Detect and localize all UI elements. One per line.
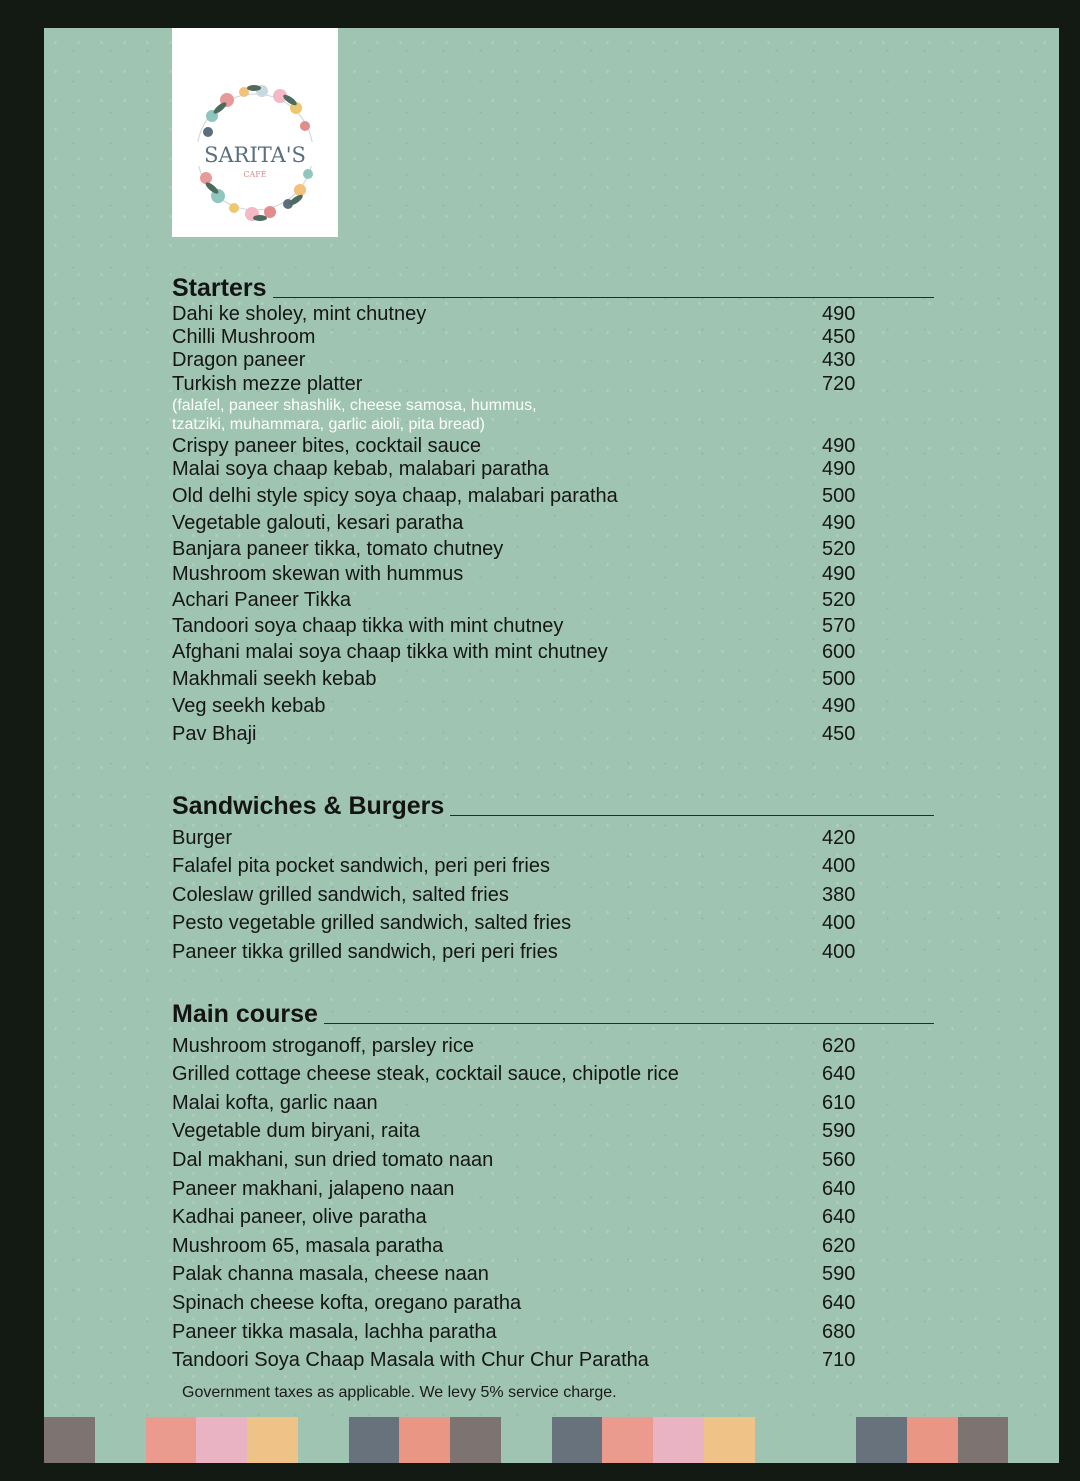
menu-item: Turkish mezze platter 720: [172, 373, 856, 395]
platter-note-line-2: tzatziki, muhammara, garlic aioli, pita bread): [172, 416, 486, 433]
menu-item: Vegetable galouti, kesari paratha 490: [172, 512, 856, 534]
menu-page: [44, 28, 1059, 1463]
menu-item: Mushroom 65, masala paratha 620: [172, 1235, 856, 1257]
menu-item: Falafel pita pocket sandwich, peri peri fries 400: [172, 855, 856, 877]
tax-note: Government taxes as applicable. We levy 5% service charge.: [182, 1384, 617, 1401]
menu-item: Burger 420: [172, 827, 856, 849]
section-sandwiches: [172, 790, 934, 820]
color-swatch: [755, 1417, 806, 1463]
color-swatch: [805, 1417, 856, 1463]
menu-item: Pesto vegetable grilled sandwich, salted fries 400: [172, 912, 856, 934]
floral-wreath-icon: [172, 28, 338, 237]
menu-item: Mushroom skewan with hummus 490: [172, 563, 856, 585]
color-swatch: [146, 1417, 197, 1463]
menu-item: Achari Paneer Tikka 520: [172, 589, 856, 611]
menu-item: Paneer tikka grilled sandwich, peri peri fries 400: [172, 941, 856, 963]
menu-item: Malai soya chaap kebab, malabari paratha 490: [172, 458, 856, 480]
color-swatch: [907, 1417, 958, 1463]
menu-item: Grilled cottage cheese steak, cocktail sauce, chipotle rice 640: [172, 1063, 856, 1085]
menu-item: Pav Bhaji 450: [172, 723, 856, 745]
section-starters: [172, 272, 934, 302]
section-rule: [273, 297, 935, 298]
color-swatch: [450, 1417, 501, 1463]
section-title-starters: Starters: [172, 274, 267, 302]
color-swatch: [501, 1417, 552, 1463]
color-swatch: [95, 1417, 146, 1463]
menu-item: Veg seekh kebab 490: [172, 695, 856, 717]
color-swatch: [653, 1417, 704, 1463]
color-swatch: [399, 1417, 450, 1463]
color-swatch-strip: [44, 1417, 1059, 1463]
menu-item: Dal makhani, sun dried tomato naan 560: [172, 1149, 856, 1171]
menu-item: Makhmali seekh kebab 500: [172, 668, 856, 690]
menu-item: Spinach cheese kofta, oregano paratha 640: [172, 1292, 856, 1314]
cafe-logo: [172, 28, 338, 237]
color-swatch: [349, 1417, 400, 1463]
color-swatch: [247, 1417, 298, 1463]
section-title-main-course: Main course: [172, 1000, 318, 1028]
menu-item: Dragon paneer 430: [172, 349, 856, 371]
color-swatch: [958, 1417, 1009, 1463]
menu-item: Mushroom stroganoff, parsley rice 620: [172, 1035, 856, 1057]
menu-item: Old delhi style spicy soya chaap, malabari paratha 500: [172, 485, 856, 507]
brand-name: SARITA'S: [204, 143, 306, 167]
menu-item: Coleslaw grilled sandwich, salted fries 380: [172, 884, 856, 906]
menu-item: Dahi ke sholey, mint chutney 490: [172, 303, 856, 325]
color-swatch: [552, 1417, 603, 1463]
section-main-course: [172, 998, 934, 1028]
color-swatch: [1008, 1417, 1059, 1463]
color-swatch: [44, 1417, 95, 1463]
menu-item: Malai kofta, garlic naan 610: [172, 1092, 856, 1114]
menu-item: Kadhai paneer, olive paratha 640: [172, 1206, 856, 1228]
section-rule: [450, 815, 934, 816]
menu-item: Vegetable dum biryani, raita 590: [172, 1120, 856, 1142]
color-swatch: [298, 1417, 349, 1463]
menu-item: Afghani malai soya chaap tikka with mint chutney 600: [172, 641, 856, 663]
color-swatch: [602, 1417, 653, 1463]
brand-sub: CAFÉ: [243, 170, 267, 179]
menu-item: Tandoori soya chaap tikka with mint chutney 570: [172, 615, 856, 637]
menu-item: Crispy paneer bites, cocktail sauce 490: [172, 435, 856, 457]
color-swatch: [856, 1417, 907, 1463]
color-swatch: [704, 1417, 755, 1463]
menu-item: Chilli Mushroom 450: [172, 326, 856, 348]
menu-item: Tandoori Soya Chaap Masala with Chur Chur Paratha 710: [172, 1349, 856, 1371]
menu-item: Paneer tikka masala, lachha paratha 680: [172, 1321, 856, 1343]
section-rule: [324, 1023, 934, 1024]
menu-item: Palak channa masala, cheese naan 590: [172, 1263, 856, 1285]
section-title-sandwiches: Sandwiches & Burgers: [172, 792, 445, 820]
platter-note-line-1: (falafel, paneer shashlik, cheese samosa, hummus,: [172, 397, 537, 414]
menu-item: Banjara paneer tikka, tomato chutney 520: [172, 538, 856, 560]
color-swatch: [196, 1417, 247, 1463]
menu-item: Paneer makhani, jalapeno naan 640: [172, 1178, 856, 1200]
